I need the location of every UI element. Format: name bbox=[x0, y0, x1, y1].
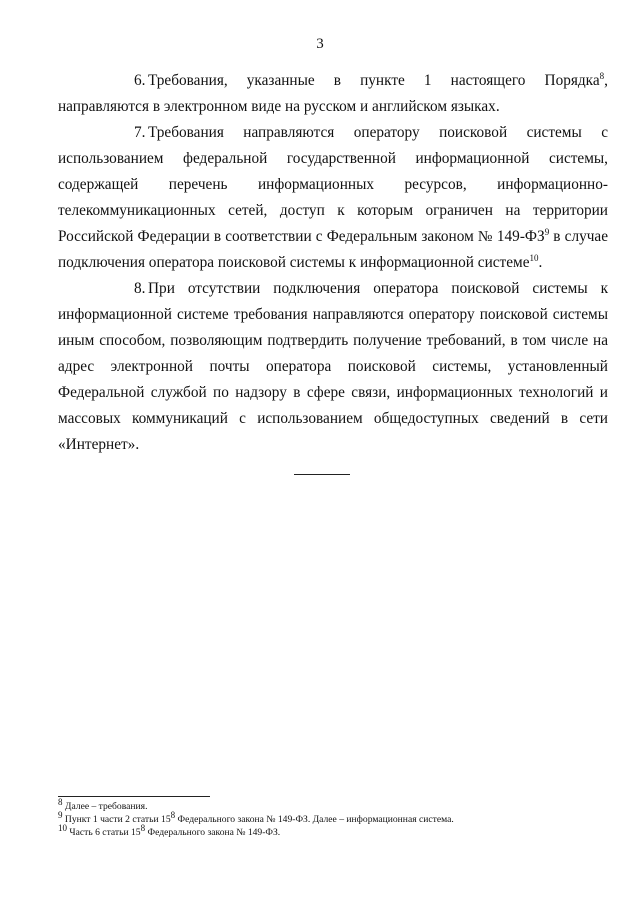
footnote-sup: 8 bbox=[140, 822, 146, 833]
paragraph-number: 6. bbox=[134, 72, 146, 89]
footnote-text: Часть 6 статьи 15 bbox=[67, 827, 141, 838]
footnote-text: Федерального закона № 149-ФЗ. bbox=[145, 827, 281, 838]
footnote-text: Федерального закона № 149-ФЗ. Далее – информационная система. bbox=[175, 814, 454, 825]
footnote-text: Пункт 1 части 2 статьи 15 bbox=[62, 814, 171, 825]
paragraph-number: 8. bbox=[134, 280, 146, 297]
paragraph-number: 7. bbox=[134, 124, 146, 141]
paragraph-text: в случае подключения оператора поисковой системы к информационной системе bbox=[58, 228, 609, 271]
document-body bbox=[58, 68, 608, 458]
paragraph-text: При отсутствии подключения оператора поисковой системы к информационной системе требования направляются оператору поисковой системы иным способом, позволяющим подтвердить получение требований, в том числе на адрес электронной почты оператора поисковой системы, установленный Федеральной службой по надзору в сфере связи, информационных технологий и массовых коммуникаций с использованием общедоступных сведений в сети «Интернет». bbox=[58, 280, 608, 453]
footnote-sup: 8 bbox=[170, 809, 176, 820]
footnotes bbox=[58, 796, 618, 839]
paragraph-6 bbox=[58, 68, 608, 120]
paragraph-text: , направляются в электронном виде на русском и английском языках. bbox=[58, 72, 608, 115]
footnote-10 bbox=[58, 822, 618, 839]
page-number: 3 bbox=[316, 36, 324, 52]
paragraph-text: Требования направляются оператору поисковой системы с использованием федеральной государственной информационной системы, содержащей перечень информационных ресурсов, информационно-телекоммуникационных сетей, доступ к которым ограничен на территории Российской Федерации в соответствии с Федеральным законом № 149-ФЗ bbox=[58, 124, 608, 245]
footnote-mark: 10 bbox=[58, 822, 67, 833]
footnote-ref: 10 bbox=[529, 252, 539, 263]
footnote-8 bbox=[58, 796, 618, 813]
footnote-mark: 9 bbox=[58, 809, 63, 820]
footnote-ref: 9 bbox=[544, 226, 550, 237]
footnote-divider bbox=[58, 796, 210, 797]
section-end-divider bbox=[294, 474, 350, 475]
paragraph-text: . bbox=[538, 254, 543, 271]
footnote-text: Далее – требования. bbox=[62, 801, 148, 812]
paragraph-7 bbox=[58, 120, 608, 276]
paragraph-text: Требования, указанные в пункте 1 настоящего Порядка bbox=[148, 72, 600, 89]
footnote-ref: 8 bbox=[599, 70, 605, 81]
footnote-mark: 8 bbox=[58, 796, 63, 807]
paragraph-8 bbox=[58, 276, 608, 458]
